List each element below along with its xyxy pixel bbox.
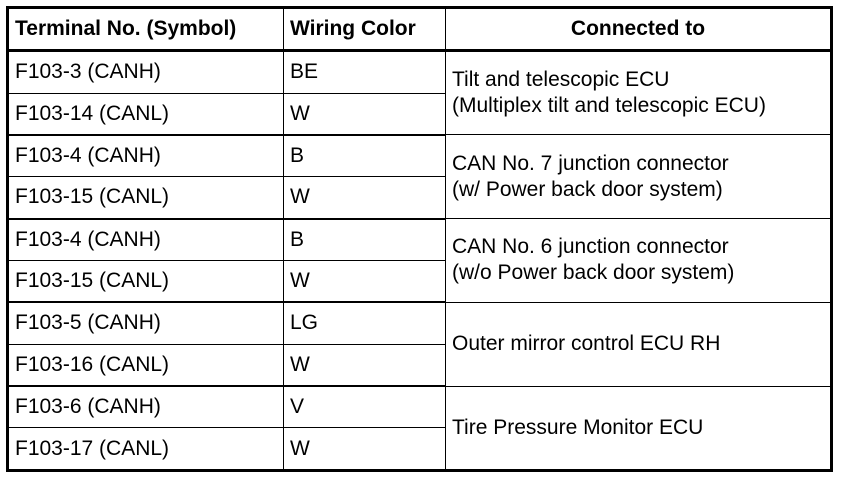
connected-line: CAN No. 7 junction connector: [452, 151, 729, 175]
connected-line: (w/o Power back door system): [452, 261, 735, 285]
connected-cell: [446, 51, 832, 135]
connected-line: Tilt and telescopic ECU: [452, 67, 670, 91]
table-row: [8, 386, 832, 428]
terminal-cell: F103-17 (CANL): [8, 428, 284, 471]
table-row: [8, 219, 832, 261]
color-cell: W: [284, 428, 446, 471]
connected-line: CAN No. 6 junction connector: [452, 235, 729, 259]
wiring-table: [6, 6, 833, 472]
color-cell: W: [284, 344, 446, 386]
color-cell: BE: [284, 51, 446, 94]
header-connected-to: Connected to: [446, 8, 832, 51]
color-cell: V: [284, 386, 446, 428]
color-cell: W: [284, 260, 446, 302]
table-row: [8, 135, 832, 177]
color-cell: W: [284, 93, 446, 135]
terminal-cell: F103-4 (CANH): [8, 219, 284, 261]
terminal-cell: F103-4 (CANH): [8, 135, 284, 177]
connected-cell: [446, 302, 832, 386]
header-terminal: Terminal No. (Symbol): [8, 8, 284, 51]
terminal-cell: F103-15 (CANL): [8, 260, 284, 302]
connected-line: Tire Pressure Monitor ECU: [452, 415, 704, 439]
terminal-cell: F103-5 (CANH): [8, 302, 284, 344]
connected-line: (Multiplex tilt and telescopic ECU): [452, 94, 766, 118]
header-row: [8, 8, 832, 51]
connected-line: Outer mirror control ECU RH: [452, 332, 721, 356]
color-cell: B: [284, 135, 446, 177]
terminal-cell: F103-3 (CANH): [8, 51, 284, 94]
terminal-cell: F103-16 (CANL): [8, 344, 284, 386]
color-cell: B: [284, 219, 446, 261]
color-cell: W: [284, 177, 446, 219]
connected-line: (w/ Power back door system): [452, 177, 723, 201]
terminal-cell: F103-6 (CANH): [8, 386, 284, 428]
wiring-table-sheet: [6, 6, 830, 472]
connected-cell: [446, 219, 832, 303]
connected-cell: [446, 135, 832, 219]
terminal-cell: F103-15 (CANL): [8, 177, 284, 219]
color-cell: LG: [284, 302, 446, 344]
table-row: [8, 302, 832, 344]
header-wiring-color: Wiring Color: [284, 8, 446, 51]
terminal-cell: F103-14 (CANL): [8, 93, 284, 135]
connected-cell: [446, 386, 832, 471]
table-row: [8, 51, 832, 94]
